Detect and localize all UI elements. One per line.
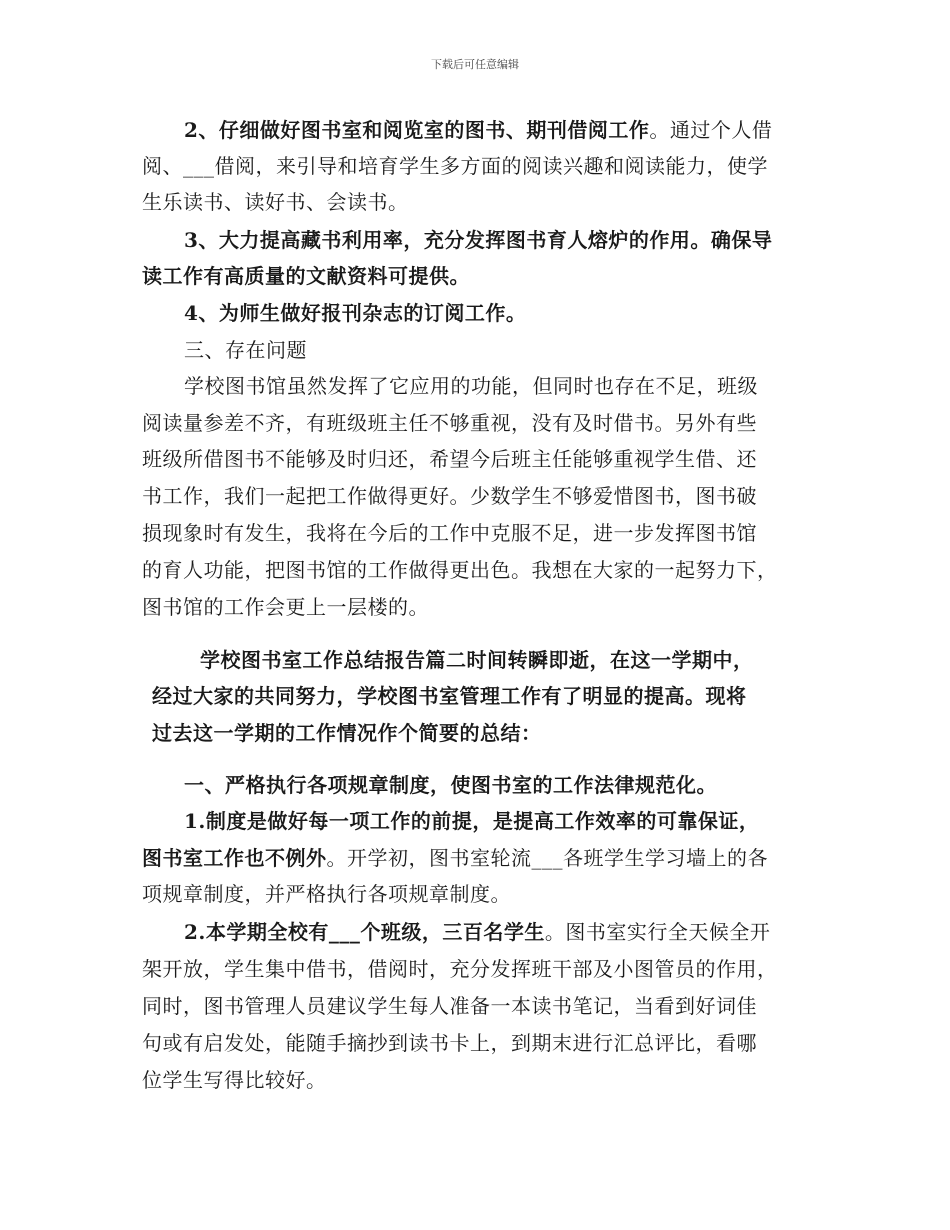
- article-2-p1-bold-text: 图书室工作也不例外: [142, 846, 327, 870]
- section-3-line: 图书馆的工作会更上一层楼的。: [142, 595, 429, 619]
- item-2-line-2: 阅、___借阅，来引导和培育学生多方面的阅读兴趣和阅读能力，使学: [142, 154, 768, 178]
- article-2-p1-rest-text: 。开学初，图书室轮流___各班学生学习墙上的各: [326, 846, 768, 870]
- section-3-line: 的育人功能，把图书馆的工作做得更出色。我想在大家的一起努力下，: [142, 558, 778, 582]
- item-2-bold-text: 2、仔细做好图书室和阅览室的图书、期刊借阅工作: [184, 118, 650, 142]
- item-2-rest-text: 。通过个人借: [649, 118, 773, 142]
- article-2-p2-line-1: [142, 914, 812, 951]
- item-4: 4、为师生做好报刊杂志的订阅工作。: [184, 301, 527, 325]
- article-2-p2-line: 位学生写得比较好。: [142, 1068, 327, 1092]
- item-2-line-3: 生乐读书、读好书、会读书。: [142, 190, 409, 214]
- item-2-line-1: [142, 112, 812, 149]
- article-2-p1-line-1: 1.制度是做好每一项工作的前提，是提高工作效率的可靠保证，: [184, 809, 760, 833]
- article-2-p2-bold-text: 2.本学期全校有___个班级，三百名学生: [184, 920, 545, 944]
- article-2-p1-line-3: 项规章制度，并严格执行各项规章制度。: [142, 882, 511, 906]
- article-2-intro-line: 过去这一学期的工作情况作个简要的总结：: [152, 721, 542, 745]
- article-2-p2-line: 同时，图书管理人员建议学生每人准备一本读书笔记，当看到好词佳: [142, 994, 757, 1018]
- article-2-p1-line-2: [142, 840, 812, 877]
- article-2-p2-rest-text: 。图书室实行全天候全开: [544, 920, 771, 944]
- article-2-heading-1: 一、严格执行各项规章制度，使图书室的工作法律规范化。: [184, 773, 717, 797]
- section-3-line: 阅读量参差不齐，有班级班主任不够重视，没有及时借书。另外有些: [142, 411, 757, 435]
- article-2-p2-line: 句或有启发处，能随手摘抄到读书卡上，到期末进行汇总评比，看哪: [142, 1031, 757, 1055]
- article-2-intro-line: 经过大家的共同努力，学校图书室管理工作有了明显的提高。现将: [152, 684, 747, 708]
- article-2-p2-line: 架开放，学生集中借书，借阅时，充分发挥班干部及小图管员的作用，: [142, 957, 778, 981]
- section-3-line: 损现象时有发生，我将在今后的工作中克服不足，进一步发挥图书馆: [142, 521, 757, 545]
- section-3-line: 书工作，我们一起把工作做得更好。少数学生不够爱惜图书，图书破: [142, 484, 757, 508]
- section-3-line: 学校图书馆虽然发挥了它应用的功能，但同时也存在不足，班级: [184, 374, 758, 398]
- item-3-line-1: 3、大力提高藏书利用率，充分发挥图书育人熔炉的作用。确保导: [184, 228, 773, 252]
- page-header: 下载后可任意编辑: [431, 58, 519, 71]
- article-2-intro-line: 学校图书室工作总结报告篇二时间转瞬即逝，在这一学期中，: [200, 648, 754, 672]
- item-3-line-2: 读工作有高质量的文献资料可提供。: [142, 264, 470, 288]
- section-3-title: 三、存在问题: [184, 338, 307, 362]
- section-3-line: 班级所借图书不能够及时归还，希望今后班主任能够重视学生借、还: [142, 447, 757, 471]
